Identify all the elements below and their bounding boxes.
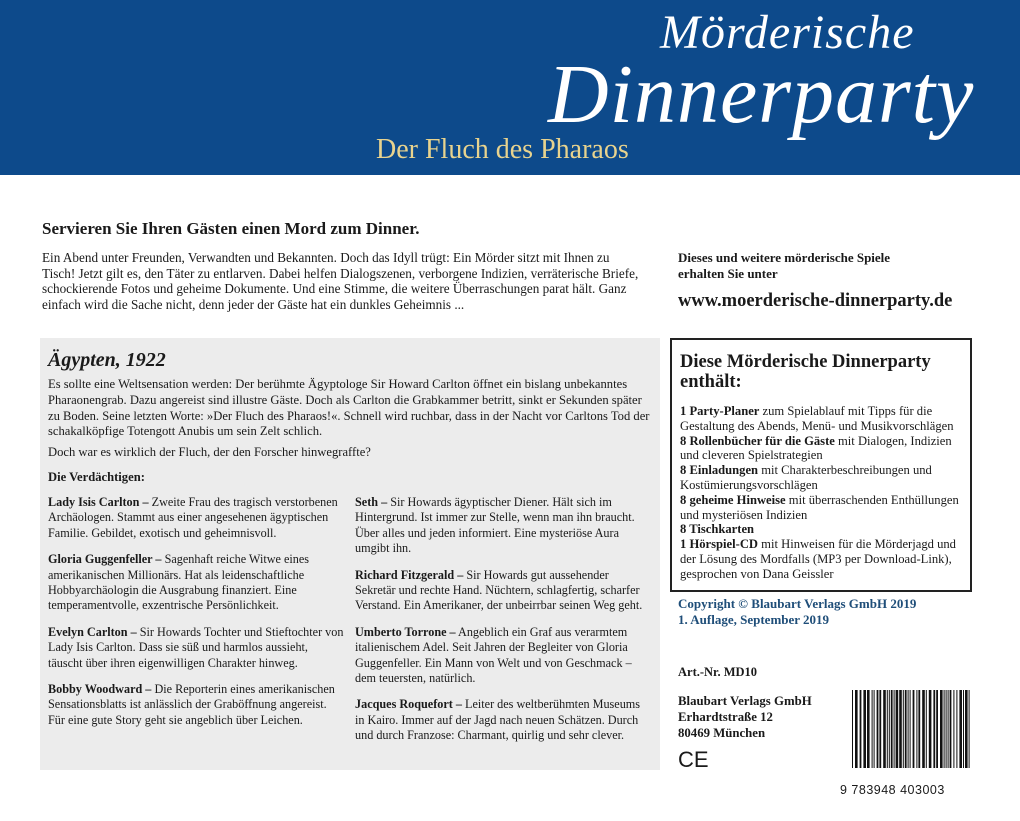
suspect-name: Bobby Woodward –	[48, 682, 152, 697]
header-banner	[0, 0, 1020, 175]
contents-item	[680, 537, 962, 581]
address-line2: Erhardtstraße 12	[678, 709, 773, 724]
suspects-title: Die Verdächtigen:	[48, 469, 145, 484]
barcode-bar	[918, 690, 920, 768]
barcode-bar	[948, 690, 949, 768]
barcode-bar	[899, 690, 902, 768]
suspect-entry	[355, 697, 652, 743]
barcode-bar	[896, 690, 899, 768]
barcode-bar	[936, 690, 938, 768]
barcode-bar	[860, 690, 862, 768]
barcode-bar	[959, 690, 962, 768]
suspect-name: Richard Fitzgerald –	[355, 567, 464, 582]
suspects-right-column	[355, 495, 652, 755]
barcode-bar	[944, 690, 945, 768]
barcode-bar	[905, 690, 907, 768]
suspect-description: Leiter des weltberühmten Museums in Kairo. Immer auf der Jagd nach neuen Schätzen. Durch und durch Franzose: Charmant, quirlig und sehr clever.	[355, 697, 641, 743]
suspect-description: Zweite Frau des tragisch verstorbenen Archäologen. Stammt aus einer angesehenen ägyptischen Familie. Gebildet, exotisch und geheimnisvoll.	[48, 494, 338, 540]
address-line3: 80469 München	[678, 725, 766, 740]
story-text: Es sollte eine Weltsensation werden: Der berühmte Ägyptologe Sir Howard Carlton öffnet ein bislang unbekanntes Pharaonengrab. Dazu angereist sind illustre Gäste. Doch als Carlton die Grabkammer betritt, sinkt er Sekunden später zu Boden. Seine letzten Worte: »Der Fluch des Pharaos!«. Schnell wird ruchbar, dass in der Nacht vor Carltons Tod der schakalköpfige Totengott Anubis um sein Zelt schlich.	[48, 377, 650, 439]
barcode-bar	[956, 690, 957, 768]
barcode-bar	[883, 690, 886, 768]
barcode-bar	[855, 690, 858, 768]
barcode-bar	[916, 690, 917, 768]
suspect-description: Sagenhaft reiche Witwe eines amerikanischen Millionärs. Hat als leidenschaftliche Hobbyarchäologin die Ausgrabung finanziert. Eine temperamentvolle, exzentrische Persönlichkeit.	[48, 552, 310, 613]
suspect-entry	[48, 552, 345, 614]
contents-item-title: 8 Tischkarten	[680, 522, 755, 537]
suspect-entry	[355, 625, 652, 687]
suspect-entry	[48, 625, 345, 671]
promo-text	[678, 250, 890, 282]
contents-item	[680, 522, 962, 537]
suspect-entry	[355, 568, 652, 614]
contents-item-text: mit Hinweisen für die Mörderjagd und der Lösung des Mordfalls (MP3 per Download-Link), gesprochen von Dana Geissler	[680, 537, 956, 581]
suspect-entry	[48, 495, 345, 541]
barcode-bar	[910, 690, 911, 768]
suspect-name: Evelyn Carlton –	[48, 624, 137, 639]
barcode-bar	[965, 690, 968, 768]
contents-item-title: 1 Hörspiel-CD	[680, 537, 759, 552]
contents-item-text: zum Spielablauf mit Tipps für die Gestaltung des Abends, Menü- und Musikvorschlägen	[680, 404, 954, 433]
suspect-name: Umberto Torrone –	[355, 624, 456, 639]
barcode-bar	[874, 690, 875, 768]
contents-item-text: mit Charakterbeschreibungen und Kostümierungsvorschlägen	[680, 463, 932, 492]
barcode-bar	[863, 690, 866, 768]
barcode-bar	[926, 690, 927, 768]
suspect-name: Seth –	[355, 494, 388, 509]
barcode-bar	[922, 690, 925, 768]
contents-item-title: 1 Party-Planer	[680, 404, 760, 418]
barcode-number: 9 783948 403003	[840, 783, 945, 797]
suspect-entry	[355, 495, 652, 557]
promo-line1: Dieses und weitere mörderische Spiele	[678, 250, 891, 265]
copyright-line2: 1. Auflage, September 2019	[678, 611, 830, 627]
barcode-bar	[946, 690, 947, 768]
intro-title: Servieren Sie Ihren Gästen einen Mord zum Dinner.	[42, 219, 420, 238]
suspect-entry	[48, 682, 345, 728]
contents-item-title: 8 geheime Hinweise	[680, 492, 786, 507]
suspect-name: Gloria Guggenfeller –	[48, 552, 162, 567]
barcode-bar	[852, 690, 853, 768]
contents-list	[680, 404, 962, 582]
copyright-line1: Copyright © Blaubart Verlags GmbH 2019	[678, 595, 917, 611]
copyright	[670, 596, 980, 628]
contents-item	[680, 404, 962, 434]
barcode-bar	[867, 690, 870, 768]
suspect-description: Sir Howards Tochter und Stieftochter von Lady Isis Carlton. Dass sie süß und harmlos aussieht, täuscht über ihren eigenwilligen Charakter hinweg.	[48, 624, 344, 670]
barcode-bar	[877, 690, 879, 768]
barcode-bar	[872, 690, 873, 768]
contents-item	[680, 434, 962, 464]
barcode	[852, 690, 972, 768]
contents-item	[680, 463, 962, 493]
suspect-description: Sir Howards ägyptischer Diener. Hält sich im Hintergrund. Ist immer zur Stelle, wenn man ihn braucht. Über alles und jeden informiert. Eine mysteriöse Aura umgibt ihn.	[355, 494, 635, 556]
intro-text: Ein Abend unter Freunden, Verwandten und Bekannten. Doch das Idyll trügt: Ein Mörder sitzt mit Ihnen zu Tisch! Jetzt gilt es, den Täter zu entlarven. Dabei helfen Dialogszenen, verborgene Indizien, verräterische Briefe, schockierende Fotos und geheime Dokumente. Und eine Stimme, die weitere Überraschungen parat hält. Ganz einfach wird die Sache nicht, denn jeder der Gäste hat ein dunkles Geheimnis ...	[42, 250, 639, 312]
logo-line2: Dinnerparty	[548, 48, 975, 141]
story-box	[40, 338, 660, 770]
suspect-description: Die Reporterin eines amerikanischen Sensationsblatts ist anlässlich der Graböffnung angereist. Für eine gute Story geht sie angeblich über Leichen.	[48, 682, 335, 727]
barcode-bar	[891, 690, 893, 768]
barcode-bar	[933, 690, 935, 768]
ce-mark-icon: CE	[678, 746, 709, 772]
logo-line1: Mörderische	[660, 6, 915, 59]
suspect-name: Lady Isis Carlton –	[48, 494, 149, 509]
contents-item-text: mit Dialogen, Indizien und cleveren Spielstrategien	[680, 433, 952, 463]
barcode-bar	[889, 690, 890, 768]
barcode-bar	[950, 690, 952, 768]
promo-line2: erhalten Sie unter	[678, 266, 778, 281]
contents-item-title: 8 Rollenbücher für die Gäste	[680, 433, 835, 448]
suspect-description: Angeblich ein Graf aus verarmtem italienischem Adel. Seit Jahren der Begleiter von Gloria Guggenfeller. Ein Mann von Welt und von Geschmack – dem teuersten, natürlich.	[355, 624, 632, 686]
barcode-bar	[908, 690, 909, 768]
barcode-bar	[969, 690, 970, 768]
website-link[interactable]: www.moerderische-dinnerparty.de	[678, 291, 953, 311]
barcode-bar	[903, 690, 904, 768]
barcode-bar	[940, 690, 943, 768]
publisher-address	[670, 693, 840, 741]
barcode-bar	[953, 690, 954, 768]
suspects-left-column	[48, 495, 345, 755]
barcode-bar	[887, 690, 888, 768]
contents-item-title: 8 Einladungen	[680, 463, 759, 478]
article-number: Art.-Nr. MD10	[678, 664, 758, 679]
barcode-bar	[894, 690, 895, 768]
story-question: Doch war es wirklich der Fluch, der den Forscher hinwegraffte?	[48, 445, 371, 460]
barcode-bar	[913, 690, 915, 768]
suspect-description: Sir Howards gut aussehender Sekretär und rechte Hand. Nüchtern, schlagfertig, scharfer Verstand. Ein Amerikaner, der unbeirrbar seinen Weg geht.	[355, 567, 643, 613]
contents-item-text: mit überraschenden Enthüllungen und mysteriösen Indizien	[680, 492, 959, 522]
suspect-name: Jacques Roquefort –	[355, 697, 462, 712]
subtitle: Der Fluch des Pharaos	[376, 134, 629, 165]
barcode-bar	[879, 690, 881, 768]
barcode-bar	[963, 690, 964, 768]
contents-item	[680, 493, 962, 523]
barcode-bar	[929, 690, 932, 768]
story-title: Ägypten, 1922	[48, 349, 166, 371]
contents-box	[670, 338, 972, 592]
contents-title: Diese Mörderische Dinnerparty enthält:	[680, 352, 931, 392]
address-line1: Blaubart Verlags GmbH	[678, 693, 812, 708]
